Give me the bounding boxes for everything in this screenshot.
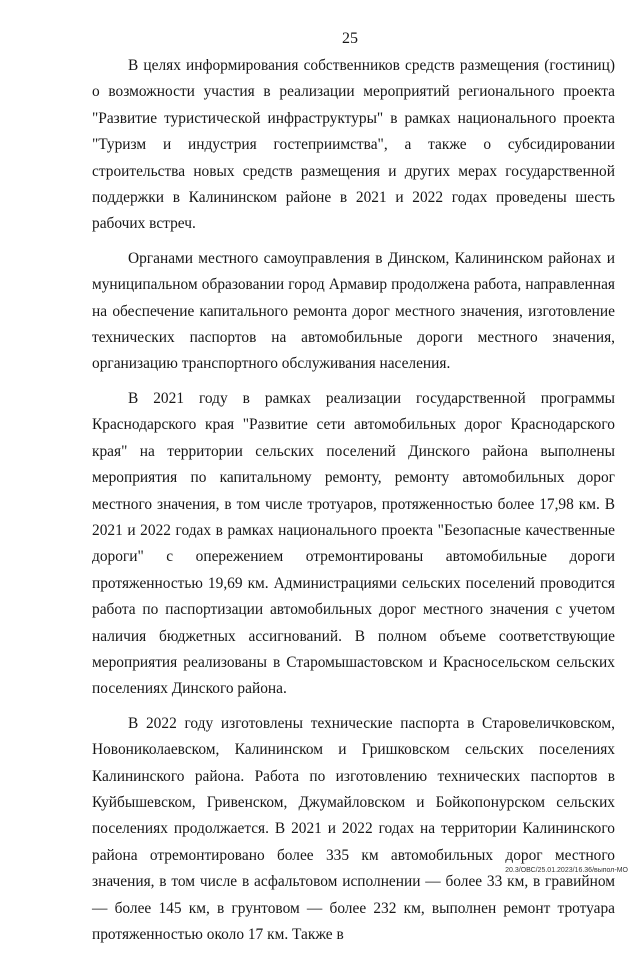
page-number: 25 — [342, 30, 358, 47]
footer-document-code: 20.3/ОВС/25.01.2023/16.36/выпол-МО — [505, 867, 628, 874]
paragraph-hotels-meetings: В целях информирования собственников средств размещения (гостиниц) о возможности участия в реализации мероприятий регионального проекта "Развитие туристической инфраструктуры" в рамках национального проекта "Туризм и индустрия гостеприимства", а также о субсидировании строительства новых средств размещения и других мерах государственной поддержки в Калининском районе в 2021 и 2022 годах проведены шесть рабочих встреч. — [92, 57, 615, 233]
paragraph-dinskoy-roads: В 2021 году в рамках реализации государственной программы Краснодарского края "Развитие сети автомобильных дорог Краснодарского края" на территории сельских поселений Динского района выполнены мероприятия по капитальному ремонту, ремонту автомобильных дорог местного значения, в том числе тротуаров, протяженностью более 17,98 км. В 2021 и 2022 годах в рамках национального проекта "Безопасные качественные дороги" с опережением отремонтированы автомобильные дороги протяженностью 19,69 км. Администрациями сельских поселений проводится работа по паспортизации автомобильных дорог местного значения с учетом наличия бюджетных ассигнований. В полном объеме соответствующие мероприятия реализованы в Старомышастовском и Красносельском сельских поселениях Динского района. — [92, 389, 615, 698]
document-body — [92, 53, 615, 956]
paragraph-kalininsky-roads: В 2022 году изготовлены технические паспорта в Старовеличковском, Новониколаевском, Калининском и Гришковском сельских поселениях Калининского района. Работа по изготовлению технических паспортов в Куйбышевском, Гривенском, Джумайловском и Бойкопонурском сельских поселениях продолжается. В 2021 и 2022 годах на территории Калининского района отремонтировано более 335 км автомобильных дорог местного значения, в том числе в асфальтовом исполнении — более 33 км, в гравийном — более 145 км, в грунтовом — более 232 км, выполнен ремонт тротуара протяженностью около 17 км. Также в — [92, 714, 615, 943]
paragraph-local-roads-work: Органами местного самоуправления в Динском, Калининском районах и муниципальном образовании город Армавир продолжена работа, направленная на обеспечение капитального ремонта дорог местного значения, изготовление технических паспортов на автомобильные дороги местного значения, организацию транспортного обслуживания населения. — [92, 249, 615, 373]
